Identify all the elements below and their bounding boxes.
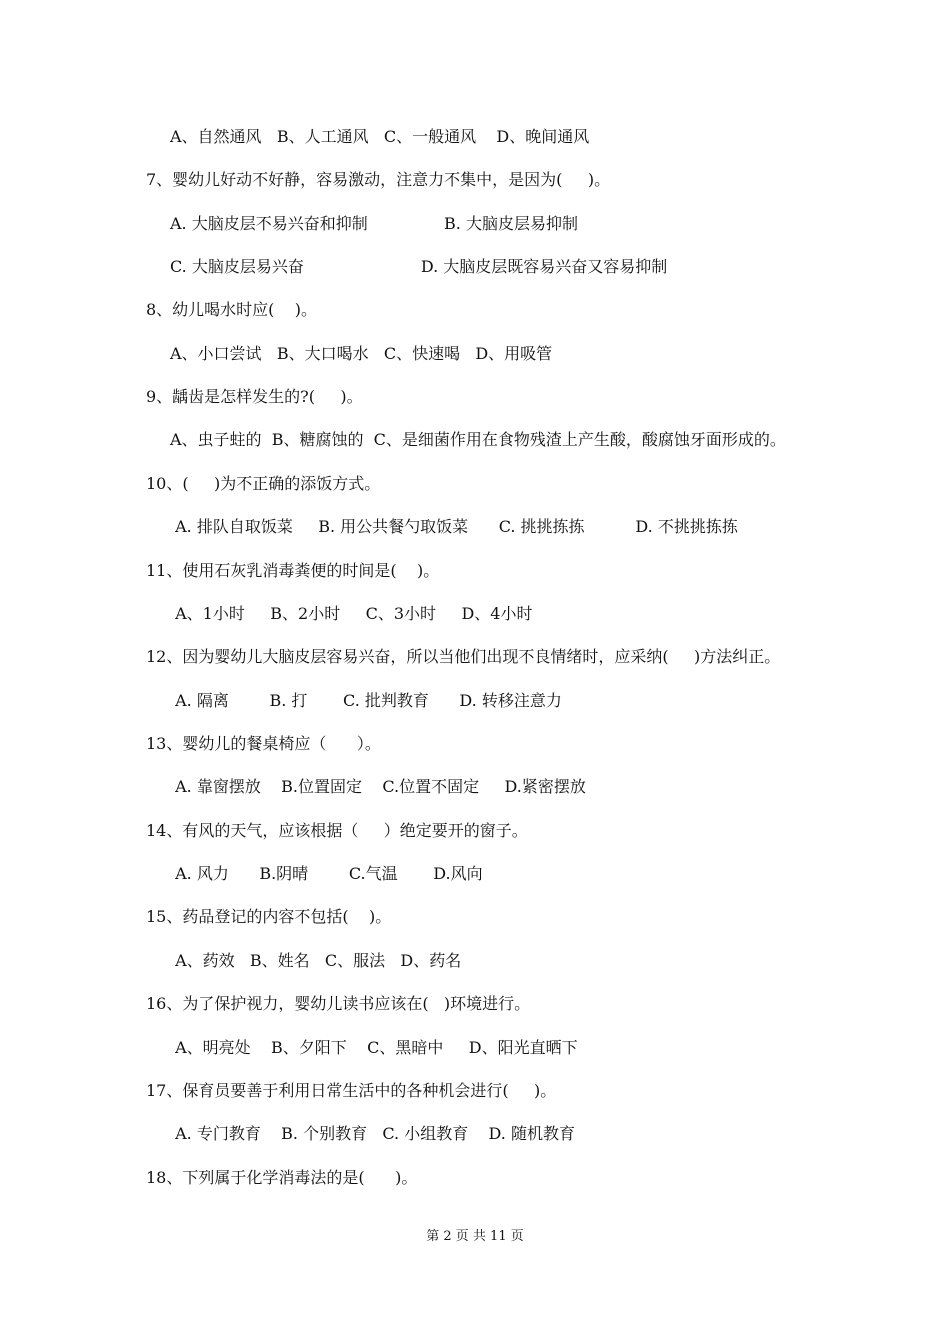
question-13: 13、婴幼儿的餐桌椅应（ ）。 bbox=[146, 734, 381, 753]
question-9-options: A、虫子蛀的 B、糖腐蚀的 C、是细菌作用在食物残渣上产生酸，酸腐蚀牙面形成的。 bbox=[170, 430, 786, 449]
question-16: 16、为了保护视力，婴幼儿读书应该在( )环境进行。 bbox=[146, 994, 531, 1013]
question-15-options: A、药效 B、姓名 C、服法 D、药名 bbox=[170, 951, 462, 970]
question-10-options: A. 排队自取饭菜 B. 用公共餐勺取饭菜 C. 挑挑拣拣 D. 不挑挑拣拣 bbox=[170, 517, 738, 536]
question-7-options-row-2: C. 大脑皮层易兴奋 D. 大脑皮层既容易兴奋又容易抑制 bbox=[170, 257, 668, 276]
question-12: 12、因为婴幼儿大脑皮层容易兴奋，所以当他们出现不良情绪时，应采纳( )方法纠正。 bbox=[146, 647, 781, 666]
question-12-options: A. 隔离 B. 打 C. 批判教育 D. 转移注意力 bbox=[170, 691, 562, 710]
question-7-options-row-1: A. 大脑皮层不易兴奋和抑制 B. 大脑皮层易抑制 bbox=[170, 214, 578, 233]
question-17-options: A. 专门教育 B. 个别教育 C. 小组教育 D. 随机教育 bbox=[170, 1124, 575, 1143]
question-8-options: A、小口尝试 B、大口喝水 C、快速喝 D、用吸管 bbox=[170, 344, 553, 363]
question-14: 14、有风的天气，应该根据（ ）绝定要开的窗子。 bbox=[146, 821, 528, 840]
question-11: 11、使用石灰乳消毒粪便的时间是( )。 bbox=[146, 561, 440, 580]
page-number-footer: 第 2 页 共 11 页 bbox=[426, 1229, 524, 1244]
question-13-options: A. 靠窗摆放 B.位置固定 C.位置不固定 D.紧密摆放 bbox=[170, 777, 586, 796]
question-16-options: A、明亮处 B、夕阳下 C、黑暗中 D、阳光直晒下 bbox=[170, 1038, 578, 1057]
question-17: 17、保育员要善于利用日常生活中的各种机会进行( )。 bbox=[146, 1081, 557, 1100]
question-15: 15、药品登记的内容不包括( )。 bbox=[146, 907, 392, 926]
question-14-options: A. 风力 B.阴晴 C.气温 D.风向 bbox=[170, 864, 483, 883]
question-18: 18、下列属于化学消毒法的是( )。 bbox=[146, 1168, 418, 1187]
question-6-options: A、自然通风 B、人工通风 C、一般通风 D、晚间通风 bbox=[170, 127, 590, 146]
question-10: 10、( )为不正确的添饭方式。 bbox=[146, 474, 381, 493]
question-11-options: A、1小时 B、2小时 C、3小时 D、4小时 bbox=[170, 604, 533, 623]
question-8: 8、幼儿喝水时应( )。 bbox=[146, 300, 318, 319]
question-7: 7、婴幼儿好动不好静，容易激动，注意力不集中，是因为( )。 bbox=[146, 170, 611, 189]
question-9: 9、龋齿是怎样发生的?( )。 bbox=[146, 387, 363, 406]
